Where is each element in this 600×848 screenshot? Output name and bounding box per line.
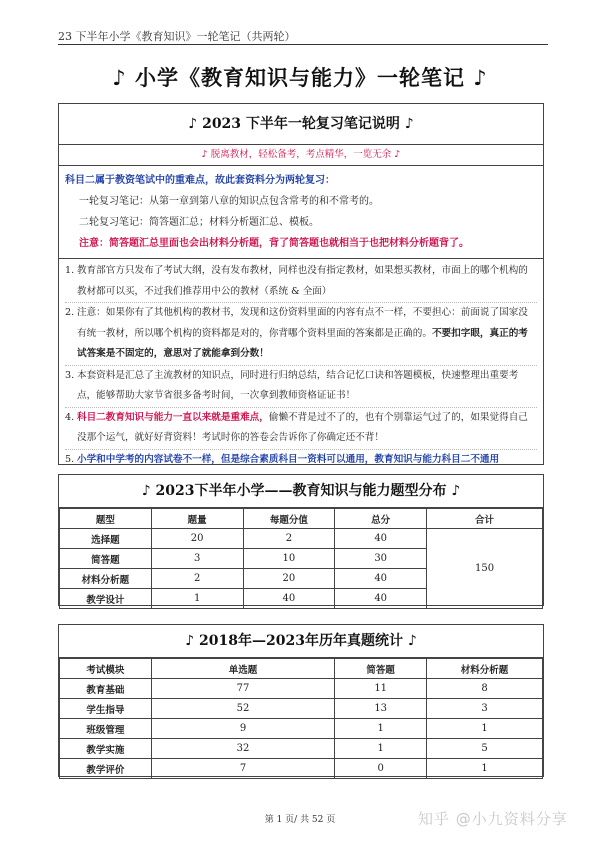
notes-title: ♪ 2023 下半年一轮复习笔记说明 ♪ xyxy=(59,104,543,145)
table-cell: 20 xyxy=(243,569,335,589)
row-header: 教学实施 xyxy=(60,739,152,759)
item-text-emphasis: 科目二教育知识与能力一直以来就是重难点， xyxy=(77,411,269,423)
item-number: 3. xyxy=(65,369,75,381)
item-number: 1. xyxy=(65,265,75,276)
question-distribution-box xyxy=(58,474,544,606)
table-cell: 13 xyxy=(335,699,427,719)
table-cell: 40 xyxy=(335,589,427,609)
table-row xyxy=(60,719,543,739)
table-cell: 30 xyxy=(335,549,427,569)
table-cell: 3 xyxy=(427,699,543,719)
table-row xyxy=(60,679,543,699)
table-cell: 11 xyxy=(335,679,427,699)
table-cell: 1 xyxy=(335,719,427,739)
history-stats-box xyxy=(58,624,544,777)
table-cell: 1 xyxy=(427,759,543,779)
list-item xyxy=(65,303,537,366)
history-table xyxy=(59,658,543,779)
list-item xyxy=(65,366,537,408)
row-header: 选择题 xyxy=(60,529,152,549)
table-cell: 9 xyxy=(151,719,335,739)
intro-line-1: 一轮复习笔记：从第一章到第八章的知识点包含常考的和不常考的。 xyxy=(79,196,379,207)
notes-box xyxy=(58,103,544,465)
row-header: 教育基础 xyxy=(60,679,152,699)
item-text xyxy=(77,408,537,449)
row-header: 材料分析题 xyxy=(60,569,152,589)
table-row xyxy=(60,529,543,549)
item-text-part: 偷懒不背是过不了的，也有个别靠运气过了的，如果觉得自己没那个运气，就好好背资料！考试时你的答卷会告诉你了你确定还不背！ xyxy=(77,411,528,443)
table-cell: 1 xyxy=(151,589,243,609)
table-cell: 3 xyxy=(151,549,243,569)
table-cell: 2 xyxy=(243,529,335,549)
column-header: 每题分值 xyxy=(243,509,335,529)
notes-intro xyxy=(59,166,543,259)
row-header: 教学评价 xyxy=(60,759,152,779)
row-header: 教学设计 xyxy=(60,589,152,609)
column-header: 材料分析题 xyxy=(427,659,543,679)
table-cell: 10 xyxy=(243,549,335,569)
page-title: ♪ 小学《教育知识与能力》一轮笔记 ♪ xyxy=(112,66,488,90)
table-row xyxy=(60,759,543,779)
table-cell: 0 xyxy=(335,759,427,779)
table-header-row xyxy=(60,509,543,529)
table-cell: 32 xyxy=(151,739,335,759)
table-row xyxy=(60,699,543,719)
table-cell: 20 xyxy=(151,529,243,549)
column-header: 考试模块 xyxy=(60,659,152,679)
column-header: 总分 xyxy=(335,509,427,529)
item-text-part: 注意：如果你有了其他机构的教材书，发现和这份资料里面的内容有点不一样，不要担心：前面说了国家没有统一教材，所以哪个机构的资料都是对的，你背哪个资料里面的答案都是正确的。 xyxy=(77,307,528,339)
intro-line-2: 二轮复习笔记：简答题汇总；材料分析题汇总、模板。 xyxy=(79,217,319,228)
column-header: 题型 xyxy=(60,509,152,529)
column-header: 简答题 xyxy=(335,659,427,679)
history-title: ♪ 2018年—2023年历年真题统计 ♪ xyxy=(59,625,543,658)
item-text xyxy=(77,303,537,365)
page-number: 第 1 页/ 共 52 页 xyxy=(264,815,336,825)
total-cell: 150 xyxy=(427,529,543,609)
table-cell: 2 xyxy=(151,569,243,589)
list-item xyxy=(65,450,537,471)
table-cell: 77 xyxy=(151,679,335,699)
watermark: 知乎 @小九资料分享 xyxy=(418,810,568,828)
item-number: 5. xyxy=(65,453,75,465)
table-row xyxy=(60,739,543,759)
row-header: 学生指导 xyxy=(60,699,152,719)
table-cell: 7 xyxy=(151,759,335,779)
distribution-table xyxy=(59,508,543,609)
table-cell: 40 xyxy=(335,529,427,549)
table-cell: 40 xyxy=(243,589,335,609)
running-header: 23 下半年小学《教育知识》一轮笔记（共两轮） xyxy=(58,30,296,43)
table-cell: 8 xyxy=(427,679,543,699)
row-header: 班级管理 xyxy=(60,719,152,739)
item-text: 教育部官方只发布了考试大纲，没有发布教材，同样也没有指定教材，如果想买教材，市面上的哪个机构的教材都可以买，不过我们推荐用中公的教材（系统 & 全面） xyxy=(77,265,528,297)
table-cell: 1 xyxy=(427,719,543,739)
notes-list xyxy=(59,259,543,470)
table-header-row xyxy=(60,659,543,679)
table-cell: 1 xyxy=(335,739,427,759)
column-header: 单选题 xyxy=(151,659,335,679)
list-item xyxy=(65,408,537,450)
notes-slogan: ♪ 脱离教材，轻松备考，考点精华，一览无余 ♪ xyxy=(59,145,543,166)
distribution-title: ♪ 2023下半年小学——教育知识与能力题型分布 ♪ xyxy=(59,475,543,508)
column-header: 题量 xyxy=(151,509,243,529)
table-cell: 5 xyxy=(427,739,543,759)
item-number: 2. xyxy=(65,307,75,318)
header-rule xyxy=(58,44,548,45)
intro-heading: 科目二属于教资笔试中的重难点，故此套资料分为两轮复习： xyxy=(65,175,335,186)
table-cell: 52 xyxy=(151,699,335,719)
intro-warning: 注意：简答题汇总里面也会出材料分析题，背了简答题也就相当于也把材料分析题背了。 xyxy=(79,238,469,249)
item-text: 本套资料是汇总了主流教材的知识点，同时进行归纳总结，结合记忆口诀和答题模板，快速整理出重要考点，能够帮助大家节省很多备考时间，一次拿到教师资格证证书！ xyxy=(77,369,519,401)
item-text-emphasis: 不要扣字眼，真正的考试答案是不固定的，意思对了就能拿到分数！ xyxy=(77,327,528,359)
item-text: 小学和中学考的内容试卷不一样，但是综合素质科目一资料可以通用，教育知识与能力科目二不通用 xyxy=(77,453,500,465)
list-item xyxy=(65,261,537,303)
row-header: 简答题 xyxy=(60,549,152,569)
table-cell: 40 xyxy=(335,569,427,589)
item-number: 4. xyxy=(65,411,75,423)
column-header: 合计 xyxy=(427,509,543,529)
